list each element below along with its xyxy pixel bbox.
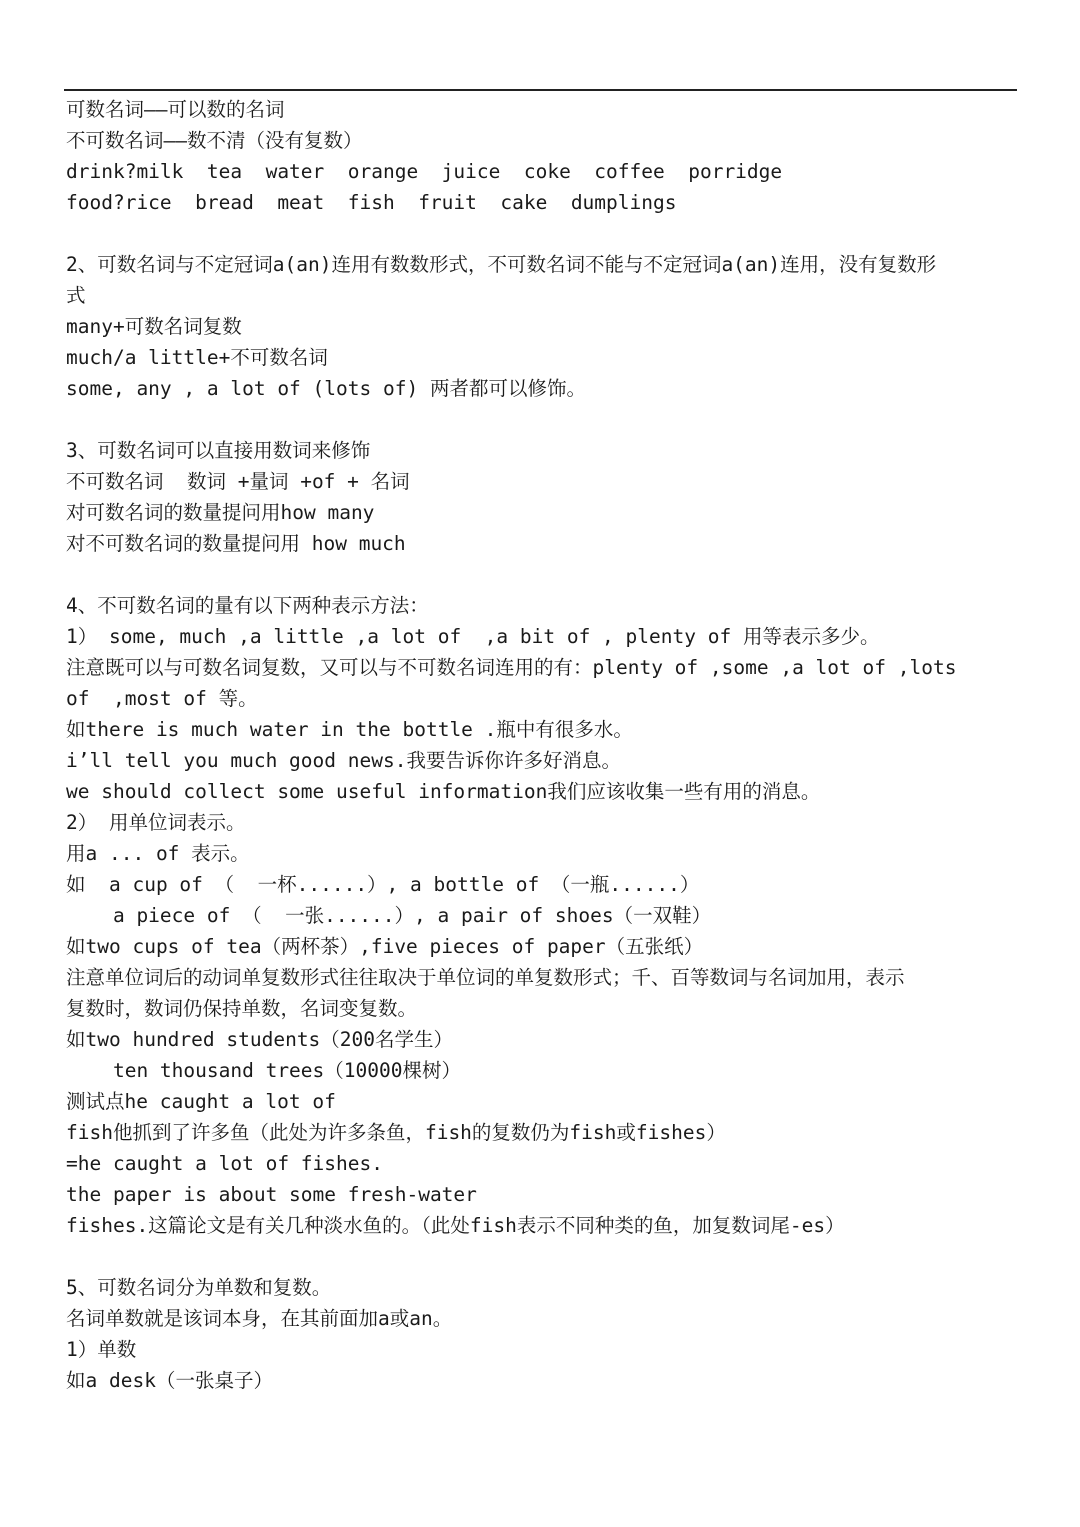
text-line: of ,most of 等。 (66, 687, 258, 710)
header-rule (64, 89, 1017, 91)
text-line: 1）单数 (66, 1338, 137, 1361)
text-line: 式 (66, 284, 86, 307)
text-line: fishes.这篇论文是有关几种淡水鱼的。（此处fish表示不同种类的鱼，加复数词尾-es） (66, 1214, 845, 1237)
text-line: 如there is much water in the bottle .瓶中有很多水。 (66, 718, 633, 741)
blank-line (66, 1241, 1016, 1272)
text-line: 注意既可以与可数名词复数，又可以与不可数名词连用的有：plenty of ,some ,a lot of ,lots (66, 656, 957, 679)
text-line: 对可数名词的数量提问用how many (66, 501, 375, 524)
text-line: 可数名词——可以数的名词 (66, 98, 285, 121)
text-line: we should collect some useful information我们应该收集一些有用的消息。 (66, 780, 821, 803)
text-line: 5、可数名词分为单数和复数。 (66, 1276, 332, 1299)
text-line: 对不可数名词的数量提问用 how much (66, 532, 406, 555)
text-line: 4、不可数名词的量有以下两种表示方法： (66, 594, 429, 617)
text-line: 3、可数名词可以直接用数词来修饰 (66, 439, 371, 462)
text-line: 不可数名词 数词 +量词 +of + 名词 (66, 470, 410, 493)
text-line: a piece of （ 一张......）, a pair of shoes（一双鞋） (66, 904, 712, 927)
text-line: 用a ... of 表示。 (66, 842, 250, 865)
text-line: 如a desk（一张桌子） (66, 1369, 273, 1392)
text-line: 如 a cup of （ 一杯......）, a bottle of （一瓶......） (66, 873, 700, 896)
blank-line (66, 559, 1016, 590)
text-line: i’ll tell you much good news.我要告诉你许多好消息。 (66, 749, 621, 772)
text-line: =he caught a lot of fishes. (66, 1152, 383, 1175)
text-line: 如two cups of tea（两杯茶）,five pieces of paper（五张纸） (66, 935, 704, 958)
text-line: the paper is about some fresh-water (66, 1183, 477, 1206)
text-line: ten thousand trees（10000棵树） (66, 1059, 461, 1082)
blank-line (66, 218, 1016, 249)
text-line: much/a little+不可数名词 (66, 346, 328, 369)
text-line: some, any , a lot of (lots of) 两者都可以修饰。 (66, 377, 586, 400)
text-line: 如two hundred students（200名学生） (66, 1028, 454, 1051)
text-line: 名词单数就是该词本身，在其前面加a或an。 (66, 1307, 453, 1330)
blank-line (66, 404, 1016, 435)
text-line: 复数时，数词仍保持单数，名词变复数。 (66, 997, 418, 1020)
text-line: 测试点he caught a lot of (66, 1090, 336, 1113)
text-line: drink?milk tea water orange juice coke coffee porridge (66, 160, 783, 183)
text-line: 注意单位词后的动词单复数形式往往取决于单位词的单复数形式；千、百等数词与名词加用，表示 (66, 966, 905, 989)
document-body (66, 94, 1016, 1396)
text-line: 2、可数名词与不定冠词a(an)连用有数数形式，不可数名词不能与不定冠词a(an)连用，没有复数形 (66, 253, 937, 276)
text-line: many+可数名词复数 (66, 315, 242, 338)
text-line: 2） 用单位词表示。 (66, 811, 246, 834)
text-line: fish他抓到了许多鱼（此处为许多条鱼，fish的复数仍为fish或fishes） (66, 1121, 726, 1144)
text-line: 1） some, much ,a little ,a lot of ,a bit of , plenty of 用等表示多少。 (66, 625, 880, 648)
text-line: 不可数名词——数不清（没有复数） (66, 129, 363, 152)
text-line: food?rice bread meat fish fruit cake dumplings (66, 191, 677, 214)
